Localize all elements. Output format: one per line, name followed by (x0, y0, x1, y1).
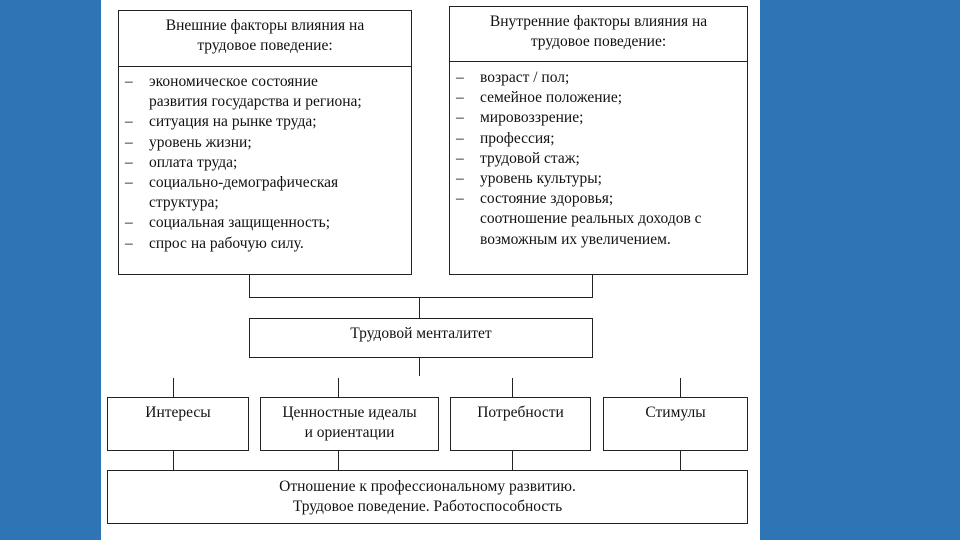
dash-marker: – (125, 113, 133, 131)
stub-needs-down (512, 451, 513, 470)
needs-label: Потребности (477, 404, 564, 421)
result-label: Отношение к профессиональному развитию. Трудовое поведение. Работоспособность (279, 478, 576, 515)
external-header-divider (118, 66, 412, 67)
dash-marker: – (456, 149, 464, 167)
labor-mentality-label: Трудовой менталитет (350, 325, 492, 342)
list-item: – уровень культуры; (450, 169, 747, 189)
list-item-continuation: соотношение реальных доходов с (480, 210, 702, 228)
list-item: – состояние здоровья; (450, 189, 747, 209)
stub-interests (173, 378, 174, 398)
needs-box (450, 397, 591, 451)
list-item: – семейное положение; (450, 88, 747, 108)
interests-label: Интересы (145, 404, 211, 421)
dash-marker: – (456, 69, 464, 86)
external-title-line-1: Внешние факторы влияния на (165, 17, 365, 34)
internal-title-line-2: трудовое поведение: (530, 33, 667, 50)
dash-marker: – (125, 234, 133, 252)
dash-marker: – (125, 133, 133, 151)
list-item-continuation: структура; (149, 194, 219, 212)
incentives-label: Стимулы (645, 404, 706, 421)
list-item: – социально-демографическая (119, 173, 411, 193)
internal-factors-title (450, 12, 747, 52)
list-item: – оплата труда; (119, 153, 411, 173)
values-box (260, 397, 439, 451)
list-item: – социальная защищенность; (119, 213, 411, 233)
list-item: – уровень жизни; (119, 133, 411, 153)
dash-marker: – (456, 109, 464, 127)
stub-values-down (338, 451, 339, 470)
internal-title-line-1: Внутренние факторы влияния на (489, 13, 708, 30)
stub-needs (512, 378, 513, 398)
external-factors-list (119, 72, 411, 254)
values-label: Ценностные идеалы и ориентации (282, 404, 417, 441)
list-item: – трудовой стаж; (450, 149, 747, 169)
result-box (107, 470, 748, 524)
dash-marker: – (125, 153, 133, 171)
list-item: – профессия; (450, 129, 747, 149)
connector-to-mentality (419, 297, 420, 318)
dash-marker: – (125, 73, 133, 90)
stub-values (338, 378, 339, 398)
list-item: – мировоззрение; (450, 108, 747, 128)
labor-mentality-box (249, 318, 593, 358)
dash-marker: – (125, 174, 133, 192)
dash-marker: – (456, 89, 464, 107)
list-item-continuation: развития государства и региона; (149, 93, 362, 111)
dash-marker: – (125, 214, 133, 232)
connector-internal-down (592, 275, 593, 297)
list-item-continuation: возможным их увеличением. (480, 230, 671, 248)
connector-horizontal-top (249, 297, 593, 298)
incentives-box (603, 397, 748, 451)
list-item: – экономическое состояние (119, 72, 411, 92)
dash-marker: – (456, 129, 464, 147)
list-item: – спрос на рабочую силу. (119, 234, 411, 254)
external-factors-title (119, 16, 411, 56)
external-title-line-2: трудовое поведение: (197, 37, 333, 54)
stub-incentives-down (680, 451, 681, 470)
dash-marker: – (456, 190, 464, 208)
interests-box (107, 397, 249, 451)
internal-header-divider (449, 61, 748, 62)
diagram-sheet (101, 0, 760, 540)
connector-from-mentality (419, 358, 420, 376)
stub-incentives (680, 378, 681, 398)
internal-factors-list (450, 68, 747, 250)
list-item: – ситуация на рынке труда; (119, 112, 411, 132)
dash-marker: – (456, 170, 464, 188)
list-item: – возраст / пол; (450, 68, 747, 88)
stub-interests-down (173, 451, 174, 470)
connector-external-down (249, 275, 250, 297)
